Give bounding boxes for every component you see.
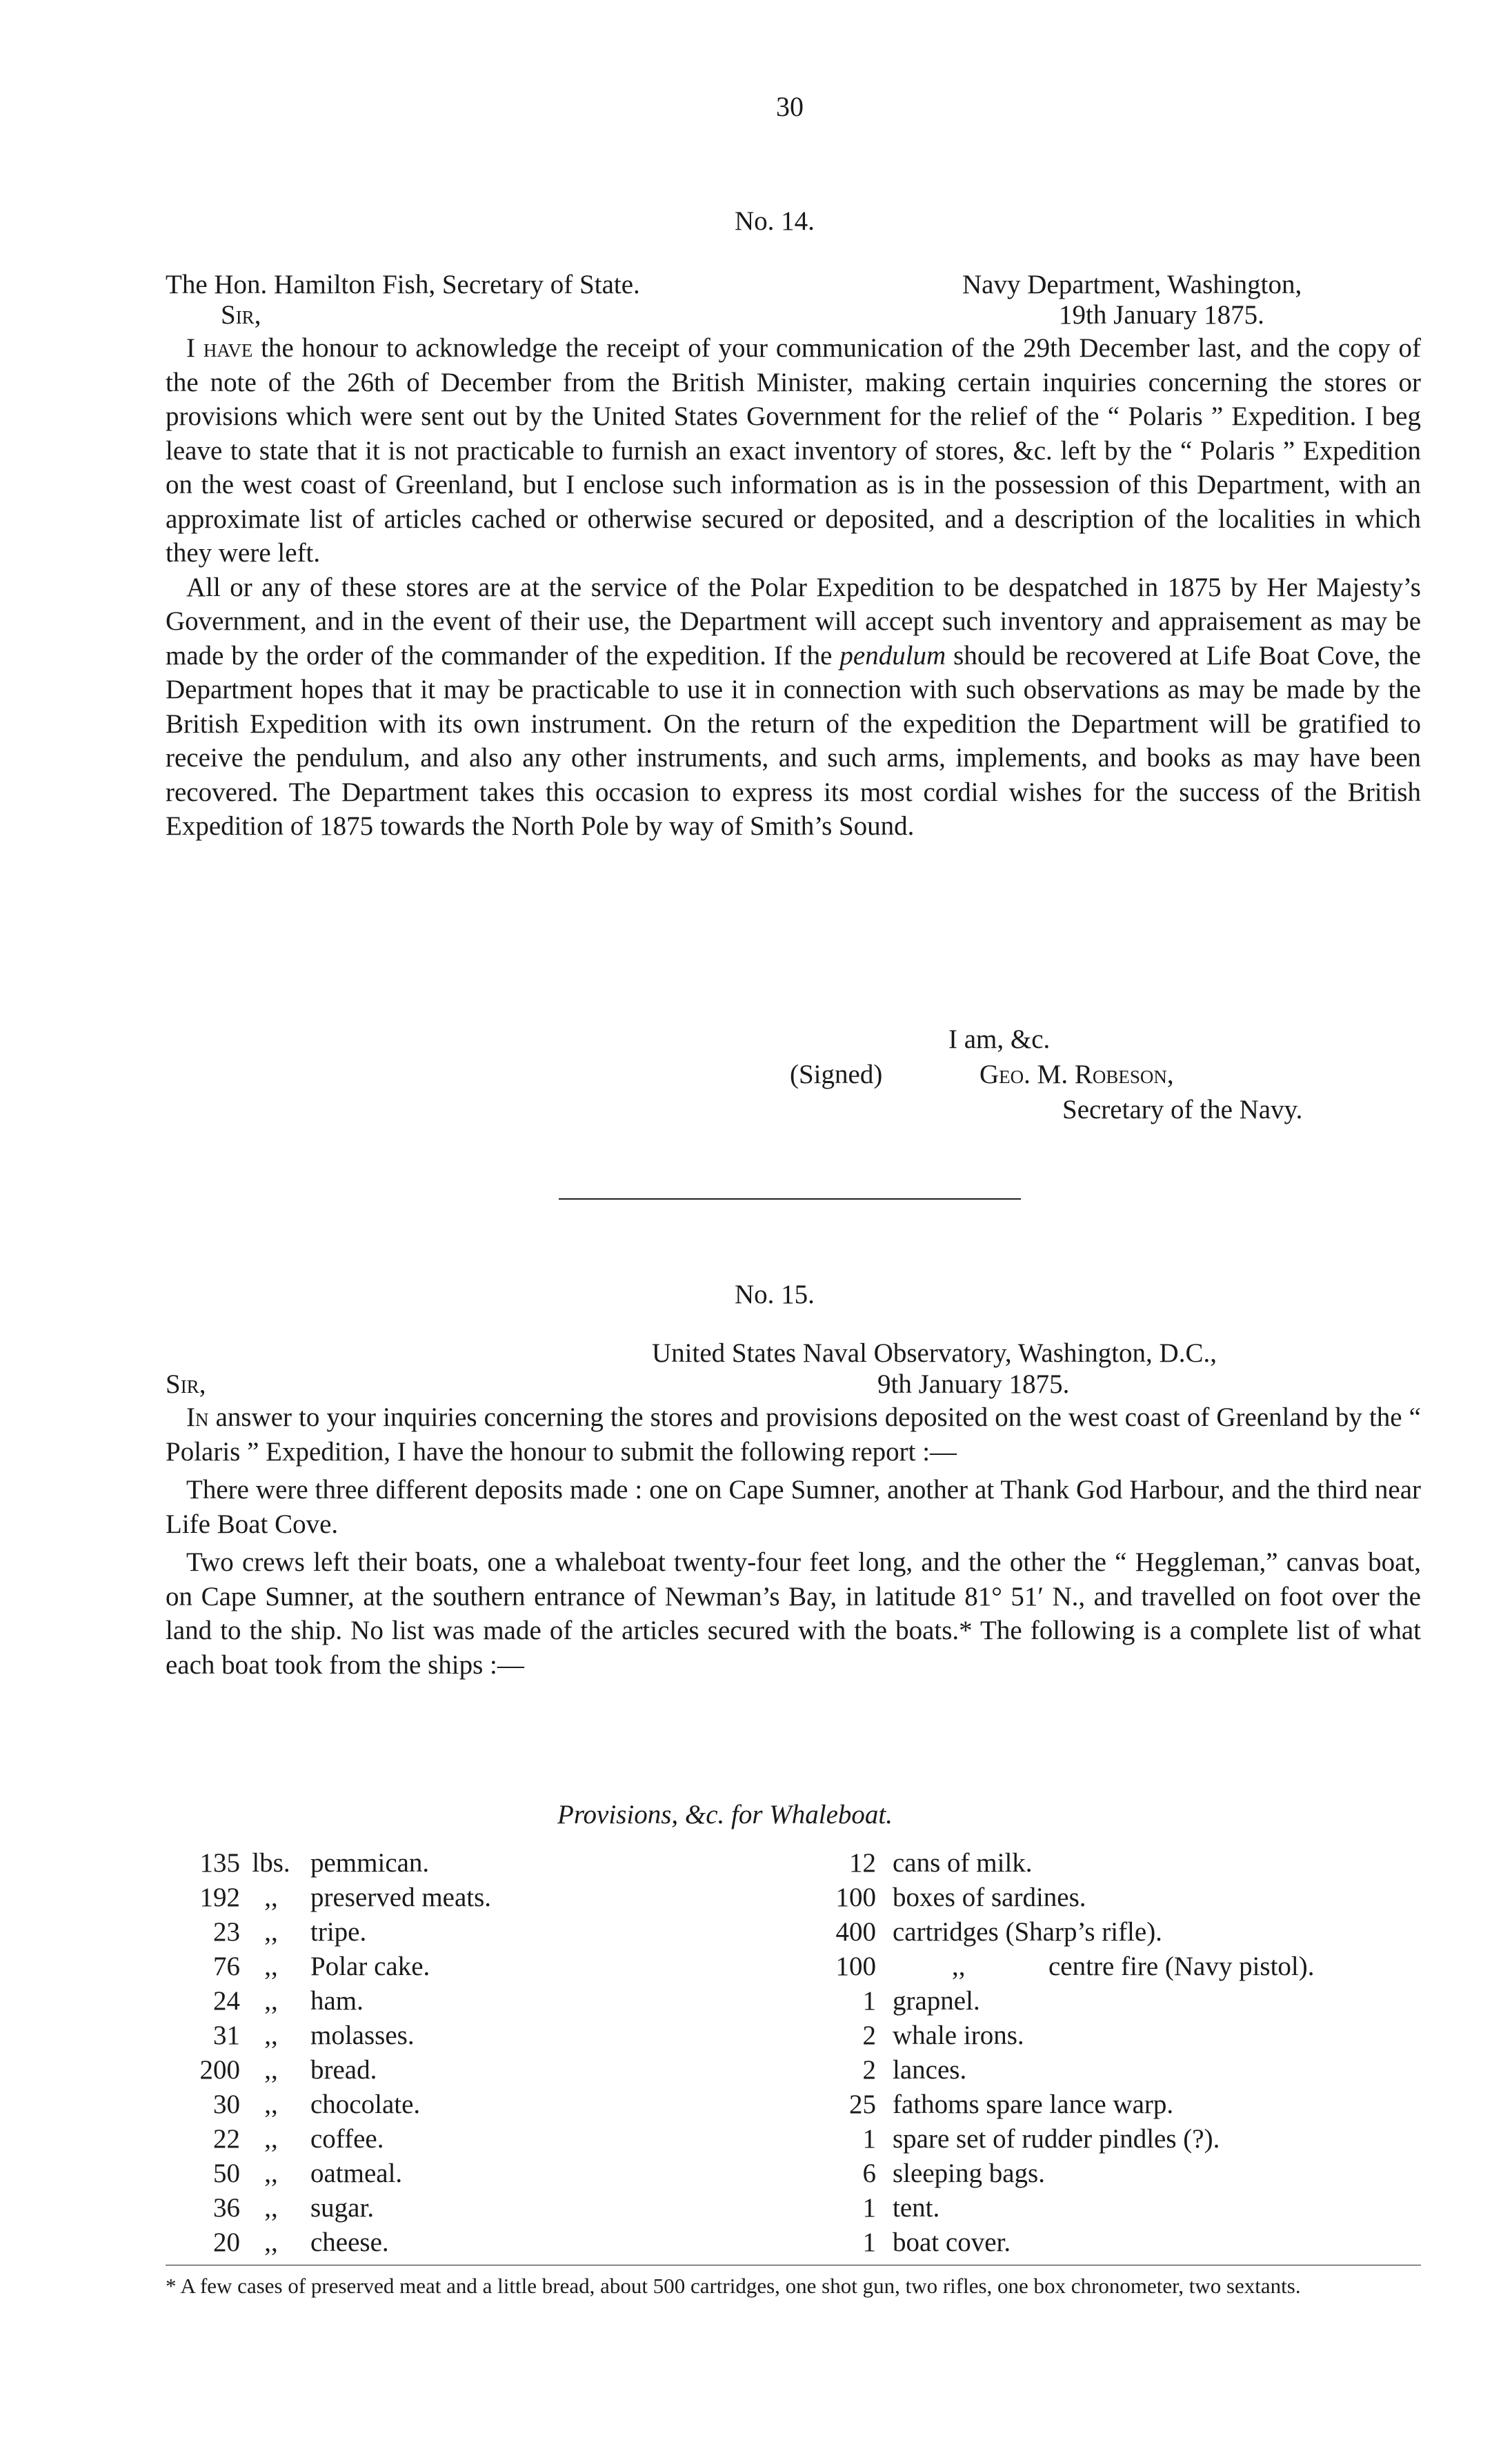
list-item <box>185 1915 778 1950</box>
item-name: grapnel. <box>893 1986 980 2016</box>
letter-14-number: No. 14. <box>735 206 815 236</box>
list-item <box>814 2087 1435 2122</box>
item-name: whale irons. <box>893 2021 1024 2050</box>
list-item <box>185 2087 778 2122</box>
item-unit: ,, <box>264 1917 278 1947</box>
list-item <box>185 1881 778 1915</box>
list-item <box>814 1984 1435 2018</box>
item-name: lances. <box>893 2055 967 2085</box>
item-quantity: 30 <box>213 2090 240 2119</box>
item-quantity: 1 <box>862 1986 876 2016</box>
item-quantity: 6 <box>862 2159 876 2188</box>
item-quantity: 100 <box>835 1952 876 1981</box>
list-item <box>814 1881 1435 1915</box>
list-item <box>814 2191 1435 2225</box>
item-name: preserved meats. <box>310 1883 492 1912</box>
letter-14-lead-words: I have <box>186 333 253 363</box>
letter-15-place: United States Naval Observatory, Washington, D.C., <box>652 1338 1217 1368</box>
item-unit: ,, <box>264 1883 278 1912</box>
letter-15-paragraph-1 <box>166 1400 1421 1469</box>
letter-14-signer: Geo. M. Robeson, <box>979 1060 1174 1089</box>
item-unit: ,, <box>264 2159 278 2188</box>
list-item <box>814 2225 1435 2260</box>
list-item <box>185 1950 778 1984</box>
letter-14-paragraph-2a: All or any of these stores are at the service of the Polar Expedition to be despatched in 1875 by Her Majesty’s Government, and in the event of their use, the Department will accept such inventory and appraisement as may be made by the order of the commander of the expedition. If the <box>166 572 1421 671</box>
list-item <box>185 2018 778 2053</box>
item-quantity: 2 <box>862 2055 876 2085</box>
item-quantity: 20 <box>213 2228 240 2257</box>
letter-14-paragraph-1-text: the honour to acknowledge the receipt of your communication of the 29th December last, and the copy of the note of the 26th of December from the British Minister, making certain inquiries concerning the stores or provisions which were sent out by the United States Government for the relief of the “ Polaris ” Expedition. I beg leave to state that it is not practicable to furnish an exact inventory of stores, &c. left by the “ Polaris ” Expedition on the west coast of Greenland, but I enclose such information as is in the possession of this Department, with an approximate list of articles cached or otherwise secured or deposited, and a description of the localities in which they were left. <box>166 333 1421 568</box>
letter-14-date: 19th January 1875. <box>1059 300 1264 330</box>
section-divider <box>559 1198 1021 1200</box>
item-name: pemmican. <box>310 1848 430 1878</box>
list-title: Provisions, &c. for Whaleboat. <box>557 1800 893 1829</box>
whaleboat-list-left <box>185 1846 778 2260</box>
list-item <box>185 2191 778 2225</box>
footnote: * A few cases of preserved meat and a little bread, about 500 cartridges, one shot gun, two rifles, one box chronometer, two sextants. <box>166 2274 1301 2298</box>
letter-15-paragraph-2: There were three different deposits made : one on Cape Sumner, another at Thank God Harbour, and the third near Life Boat Cove. <box>166 1475 1421 1539</box>
list-item <box>814 2018 1435 2053</box>
letter-14-paragraph-1 <box>166 331 1421 571</box>
item-name: ham. <box>310 1986 364 2016</box>
item-name: cans of milk. <box>893 1848 1033 1878</box>
item-unit: ,, <box>264 2124 278 2154</box>
item-quantity: 50 <box>213 2159 240 2188</box>
item-quantity: 1 <box>862 2228 876 2257</box>
letter-14-closing: I am, &c. <box>948 1024 1051 1054</box>
item-quantity: 135 <box>199 1848 240 1878</box>
item-unit: ,, <box>264 2090 278 2119</box>
list-item <box>185 2053 778 2087</box>
list-item <box>185 1984 778 2018</box>
item-quantity: 1 <box>862 2193 876 2223</box>
whaleboat-list-right <box>814 1846 1435 2260</box>
list-item <box>185 2225 778 2260</box>
item-unit: ,, <box>264 1986 278 2016</box>
item-quantity: 100 <box>835 1883 876 1912</box>
item-unit: ,, <box>264 2055 278 2085</box>
item-quantity: 1 <box>862 2124 876 2154</box>
item-name: sleeping bags. <box>893 2159 1045 2188</box>
list-item <box>814 2122 1435 2156</box>
list-item <box>814 1846 1435 1881</box>
item-name: tent. <box>893 2193 940 2223</box>
item-name: bread. <box>310 2055 377 2085</box>
letter-14-signed: (Signed) <box>790 1060 883 1089</box>
letter-14-place: Navy Department, Washington, <box>962 270 1302 299</box>
item-quantity: 400 <box>835 1917 876 1947</box>
item-quantity: 23 <box>213 1917 240 1947</box>
list-item <box>814 2053 1435 2087</box>
item-name: cartridges (Sharp’s rifle). <box>893 1917 1162 1947</box>
item-quantity: 76 <box>213 1952 240 1981</box>
item-name: oatmeal. <box>310 2159 403 2188</box>
item-quantity: 31 <box>213 2021 240 2050</box>
item-quantity: 24 <box>213 1986 240 2016</box>
list-item <box>185 2156 778 2191</box>
item-quantity: 36 <box>213 2193 240 2223</box>
letter-14-pendulum: pendulum <box>839 640 946 671</box>
item-unit: ,, <box>264 1952 278 1981</box>
item-name: coffee. <box>310 2124 384 2154</box>
ditto-mark: ,, <box>952 1952 966 1981</box>
letter-15-date: 9th January 1875. <box>877 1369 1070 1399</box>
letter-14-signer-title: Secretary of the Navy. <box>1062 1095 1303 1124</box>
item-unit: ,, <box>264 2228 278 2257</box>
item-quantity: 192 <box>199 1883 240 1912</box>
item-name: fathoms spare lance warp. <box>893 2090 1174 2119</box>
letter-15-paragraph-1-text: answer to your inquiries concerning the stores and provisions deposited on the west coast of Greenland by the “ Polaris ” Expedition, I have the honour to submit the following report :— <box>166 1402 1421 1467</box>
letter-14-body <box>166 331 1421 844</box>
item-unit: ,, <box>264 2021 278 2050</box>
item-quantity: 12 <box>849 1848 876 1878</box>
item-name: boxes of sardines. <box>893 1883 1086 1912</box>
list-item <box>814 2156 1435 2191</box>
letter-15-body <box>166 1400 1421 1682</box>
letter-14-paragraph-2 <box>166 571 1421 844</box>
item-name: boat cover. <box>893 2228 1011 2257</box>
item-quantity: 200 <box>199 2055 240 2085</box>
item-quantity: 22 <box>213 2124 240 2154</box>
item-name: centre fire (Navy pistol). <box>1048 1952 1315 1981</box>
page-number: 30 <box>776 91 804 122</box>
item-quantity: 2 <box>862 2021 876 2050</box>
list-item <box>185 1846 778 1881</box>
list-item <box>814 1915 1435 1950</box>
list-item <box>185 2122 778 2156</box>
letter-15-number: No. 15. <box>735 1280 815 1309</box>
letter-15-paragraph-3: Two crews left their boats, one a whaleboat twenty-four feet long, and the other the “ Heggleman,” canvas boat, on Cape Sumner, at the southern entrance of Newman’s Bay, in latitude 81° 51′ N., and travelled on foot over the land to the ship. No list was made of the articles secured with the boats.* The following is a complete list of what each boat took from the ships :— <box>166 1547 1421 1680</box>
letter-14-addressee: The Hon. Hamilton Fish, Secretary of State. <box>166 270 640 299</box>
letter-15-lead-word: In <box>186 1402 209 1432</box>
list-item <box>814 1950 1435 1984</box>
item-unit: lbs. <box>252 1848 290 1878</box>
item-unit: ,, <box>264 2193 278 2223</box>
item-name: molasses. <box>310 2021 415 2050</box>
letter-15-salutation: Sir, <box>166 1369 206 1399</box>
item-name: cheese. <box>310 2228 389 2257</box>
item-name: chocolate. <box>310 2090 421 2119</box>
item-quantity: 25 <box>849 2090 876 2119</box>
item-name: tripe. <box>310 1917 367 1947</box>
item-name: spare set of rudder pindles (?). <box>893 2124 1220 2154</box>
letter-14-salutation: Sir, <box>221 300 261 330</box>
letter-14-paragraph-2b: should be recovered at Life Boat Cove, the Department hopes that it may be practicable to use it in connection with such observations as may be made by the British Expedition with its own instrument. On the return of the expedition the Department will be gratified to receive the pendulum, and also any other instruments, and such arms, implements, and books as may have been recovered. The Department takes this occasion to express its most cordial wishes for the success of the British Expedition of 1875 towards the North Pole by way of Smith’s Sound. <box>166 640 1421 841</box>
item-name: Polar cake. <box>310 1952 430 1981</box>
item-name: sugar. <box>310 2193 375 2223</box>
